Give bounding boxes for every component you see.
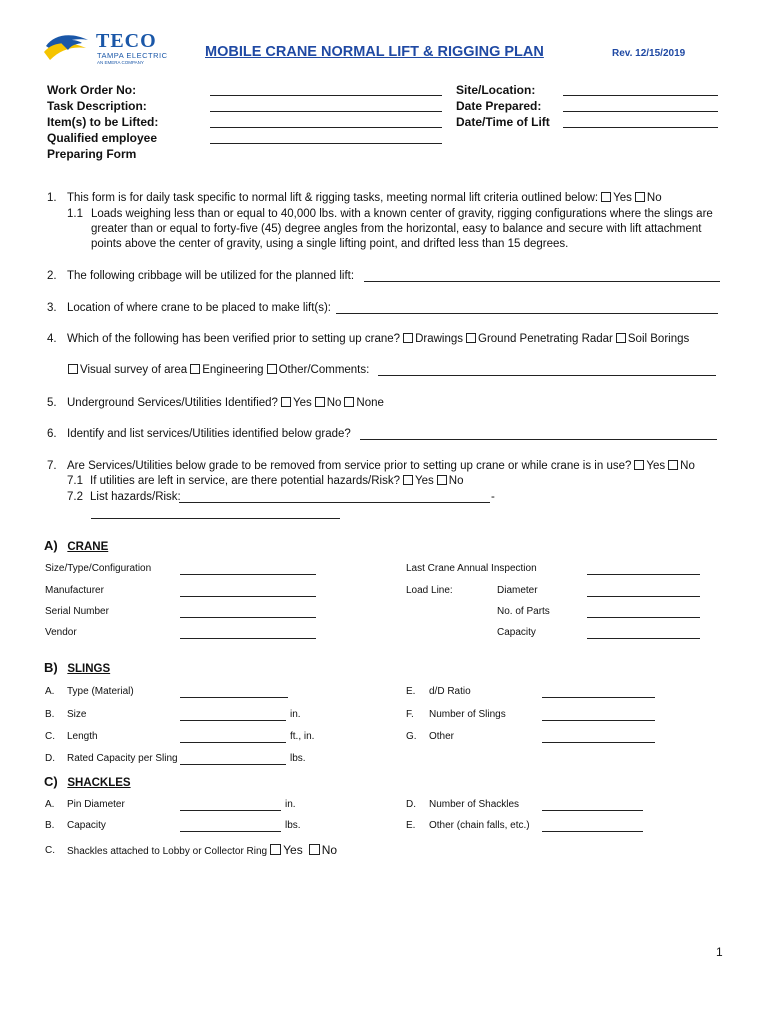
q5-yes-label: Yes <box>292 397 312 409</box>
q7-2-hazards-field-cont[interactable] <box>91 508 340 519</box>
shackle-c-no-label: No <box>321 843 338 857</box>
q7-1-no-label: No <box>448 475 464 487</box>
q4-other-comments-field[interactable] <box>378 365 716 376</box>
slings-title: SLINGS <box>67 663 111 675</box>
crane-size-field[interactable] <box>180 564 316 575</box>
q1-no-label: No <box>646 192 662 204</box>
q1-1-line1: Loads weighing less than or equal to 40,000 lbs. with a known center of gravity, rigging configurations where the slings are <box>91 208 713 220</box>
crane-label-load-line: Load Line: <box>406 585 453 596</box>
teco-logo <box>42 30 187 64</box>
q7-2-text: List hazards/Risk: <box>90 491 181 503</box>
q2-number: 2. <box>47 270 57 282</box>
work-order-field[interactable] <box>210 85 442 96</box>
shackle-a-unit: in. <box>285 799 296 810</box>
shackle-other-field[interactable] <box>542 821 643 832</box>
q2-cribbage-field[interactable] <box>364 271 720 282</box>
q1-text <box>67 192 662 204</box>
shackle-pin-diameter-field[interactable] <box>180 800 281 811</box>
crane-label-size: Size/Type/Configuration <box>45 563 152 574</box>
q5-no-label: No <box>326 397 342 409</box>
sling-f-label: Number of Slings <box>429 709 506 720</box>
sling-capacity-field[interactable] <box>180 754 286 765</box>
sling-e-label: d/D Ratio <box>429 686 471 697</box>
q5-label: Underground Services/Utilities Identified? <box>67 397 278 409</box>
shackle-c-line <box>67 843 337 857</box>
crane-title: CRANE <box>67 541 109 553</box>
label-qualified-employee: Qualified employee <box>47 131 158 145</box>
crane-capacity-field[interactable] <box>587 628 700 639</box>
shackle-c-label: Shackles attached to Lobby or Collector Ring <box>67 846 268 857</box>
shackle-e-letter: E. <box>406 820 416 831</box>
q4-line2 <box>65 364 369 376</box>
q1-1-line3: points above the center of gravity, using a single lifting point, and drifted less than 15 degrees. <box>91 238 569 250</box>
shackles-section-heading <box>44 774 131 789</box>
task-description-field[interactable] <box>210 101 442 112</box>
shackle-b-letter: B. <box>45 820 55 831</box>
q5-none-checkbox[interactable] <box>344 397 354 407</box>
sling-dd-ratio-field[interactable] <box>542 687 655 698</box>
q1-1-number: 1.1 <box>67 208 83 220</box>
site-location-field[interactable] <box>563 85 718 96</box>
shackle-a-label: Pin Diameter <box>67 799 125 810</box>
sling-e-letter: E. <box>406 686 416 697</box>
sling-d-unit: lbs. <box>290 753 306 764</box>
q1-yes-label: Yes <box>613 192 632 204</box>
q7-no-label: No <box>680 460 695 472</box>
q6-number: 6. <box>47 428 57 440</box>
shackle-capacity-field[interactable] <box>180 821 281 832</box>
qualified-employee-field[interactable] <box>210 133 442 144</box>
q7-no-checkbox[interactable] <box>668 460 678 470</box>
shackle-c-yes-label: Yes <box>283 843 303 857</box>
slings-letter: B) <box>44 660 58 675</box>
q7-yes-label: Yes <box>646 460 666 472</box>
q1-number: 1. <box>47 192 57 204</box>
q7-label: Are Services/Utilities below grade to be removed from service prior to setting up crane or while crane is in use? <box>67 460 632 472</box>
shackles-title: SHACKLES <box>67 777 131 789</box>
sling-b-letter: B. <box>45 709 55 720</box>
q6-text: Identify and list services/Utilities identified below grade? <box>67 428 351 440</box>
sling-length-field[interactable] <box>180 732 286 743</box>
q7-2-dash: - <box>491 491 495 503</box>
q3-number: 3. <box>47 302 57 314</box>
logo-subtitle: TAMPA ELECTRIC <box>97 51 168 60</box>
q4-other-checkbox[interactable] <box>267 364 277 374</box>
shackle-count-field[interactable] <box>542 800 643 811</box>
q3-crane-location-field[interactable] <box>336 303 718 314</box>
crane-label-manufacturer: Manufacturer <box>45 585 104 596</box>
q4-label: Which of the following has been verified prior to setting up crane? <box>67 333 401 345</box>
sling-b-label: Size <box>67 709 87 720</box>
sling-count-field[interactable] <box>542 710 655 721</box>
crane-manufacturer-field[interactable] <box>180 586 316 597</box>
sling-c-label: Length <box>67 731 98 742</box>
label-items-lifted: Item(s) to be Lifted: <box>47 115 159 129</box>
q5-no-checkbox[interactable] <box>315 397 325 407</box>
q7-number: 7. <box>47 460 57 472</box>
q5-number: 5. <box>47 397 57 409</box>
q4-line1 <box>67 333 689 345</box>
sling-d-label: Rated Capacity per Sling <box>67 753 178 764</box>
sling-a-label: Type (Material) <box>67 686 134 697</box>
date-prepared-field[interactable] <box>563 101 718 112</box>
q4-engineering-checkbox[interactable] <box>190 364 200 374</box>
revision-date: Rev. 12/15/2019 <box>612 48 686 59</box>
sling-c-letter: C. <box>45 731 55 742</box>
q7-2-number: 7.2 <box>67 491 83 503</box>
crane-parts-field[interactable] <box>587 607 700 618</box>
shackles-letter: C) <box>44 774 58 789</box>
crane-diameter-field[interactable] <box>587 586 700 597</box>
page-number: 1 <box>716 945 723 959</box>
q7-yes-checkbox[interactable] <box>634 460 644 470</box>
q3-text: Location of where crane to be placed to make lift(s): <box>67 302 332 314</box>
shackle-a-letter: A. <box>45 799 55 810</box>
q7-1-yes-label: Yes <box>415 475 434 487</box>
shackle-d-label: Number of Shackles <box>429 799 520 810</box>
shackle-e-label: Other (chain falls, etc.) <box>429 820 530 831</box>
sling-b-unit: in. <box>290 709 301 720</box>
crane-label-diameter: Diameter <box>497 585 538 596</box>
shackle-c-no-checkbox[interactable] <box>309 844 320 855</box>
label-date-prepared: Date Prepared: <box>456 99 542 113</box>
date-time-lift-field[interactable] <box>563 117 718 128</box>
sling-c-unit: ft., in. <box>290 731 315 742</box>
crane-label-parts: No. of Parts <box>497 606 550 617</box>
shackle-b-unit: lbs. <box>285 820 301 831</box>
q7-line <box>67 460 695 472</box>
q1-no-checkbox[interactable] <box>635 192 645 202</box>
q4-drawings-label: Drawings <box>415 333 463 345</box>
crane-label-serial: Serial Number <box>45 606 109 617</box>
logo-swoosh-icon <box>42 30 98 62</box>
q4-visual-survey-checkbox[interactable] <box>68 364 78 374</box>
q4-visual-survey-label: Visual survey of area <box>80 364 188 376</box>
crane-inspection-field[interactable] <box>587 564 700 575</box>
q6-services-field[interactable] <box>360 429 717 440</box>
logo-company: TECO <box>96 30 157 52</box>
sling-d-letter: D. <box>45 753 55 764</box>
q4-number: 4. <box>47 333 57 345</box>
shackle-c-yes-checkbox[interactable] <box>270 844 281 855</box>
q4-soil-borings-checkbox[interactable] <box>616 333 626 343</box>
page-title: MOBILE CRANE NORMAL LIFT & RIGGING PLAN <box>205 44 544 60</box>
q4-drawings-checkbox[interactable] <box>403 333 413 343</box>
sling-g-letter: G. <box>406 731 417 742</box>
q7-1-number: 7.1 <box>67 475 83 487</box>
sling-type-field[interactable] <box>180 687 288 698</box>
label-site-location: Site/Location: <box>456 83 536 97</box>
q4-soil-borings-label: Soil Borings <box>627 333 690 345</box>
label-work-order: Work Order No: <box>47 83 137 97</box>
label-task-description: Task Description: <box>47 99 147 113</box>
q7-1-no-checkbox[interactable] <box>437 475 447 485</box>
logo-tagline: AN EMERA COMPANY <box>97 60 144 65</box>
sling-size-field[interactable] <box>180 710 286 721</box>
q7-1-line <box>90 475 463 487</box>
q5-yes-checkbox[interactable] <box>281 397 291 407</box>
shackle-b-label: Capacity <box>67 820 106 831</box>
sling-other-field[interactable] <box>542 732 655 743</box>
q4-gpr-checkbox[interactable] <box>466 333 476 343</box>
q5-line <box>67 397 384 409</box>
q4-engineering-label: Engineering <box>202 364 264 376</box>
label-preparing-form: Preparing Form <box>47 147 137 161</box>
sling-a-letter: A. <box>45 686 55 697</box>
q4-gpr-label: Ground Penetrating Radar <box>478 333 613 345</box>
crane-label-vendor: Vendor <box>45 627 77 638</box>
items-lifted-field[interactable] <box>210 117 442 128</box>
q4-other-label: Other/Comments: <box>278 364 370 376</box>
q5-none-label: None <box>356 397 384 409</box>
sling-f-letter: F. <box>406 709 414 720</box>
shackle-d-letter: D. <box>406 799 416 810</box>
crane-letter: A) <box>44 538 58 553</box>
q7-1-yes-checkbox[interactable] <box>403 475 413 485</box>
crane-label-capacity: Capacity <box>497 627 536 638</box>
q7-1-label: If utilities are left in service, are there potential hazards/Risk? <box>90 475 401 487</box>
sling-g-label: Other <box>429 731 455 742</box>
q1-label: This form is for daily task specific to normal lift & rigging tasks, meeting normal lift criteria outlined below: <box>67 192 599 204</box>
crane-section-heading <box>44 538 108 553</box>
label-date-time-lift: Date/Time of Lift <box>456 115 550 129</box>
q1-1-line2: greater than or equal to forty-five (45) degree angles from the horizontal, easy to balance and secure with lift attachment <box>91 223 702 235</box>
slings-section-heading <box>44 660 110 675</box>
q7-2-hazards-field[interactable] <box>179 492 490 503</box>
q1-yes-checkbox[interactable] <box>601 192 611 202</box>
crane-vendor-field[interactable] <box>180 628 316 639</box>
crane-serial-field[interactable] <box>180 607 316 618</box>
crane-label-inspection: Last Crane Annual Inspection <box>406 563 537 574</box>
q2-text: The following cribbage will be utilized for the planned lift: <box>67 270 355 282</box>
shackle-c-letter: C. <box>45 845 55 856</box>
